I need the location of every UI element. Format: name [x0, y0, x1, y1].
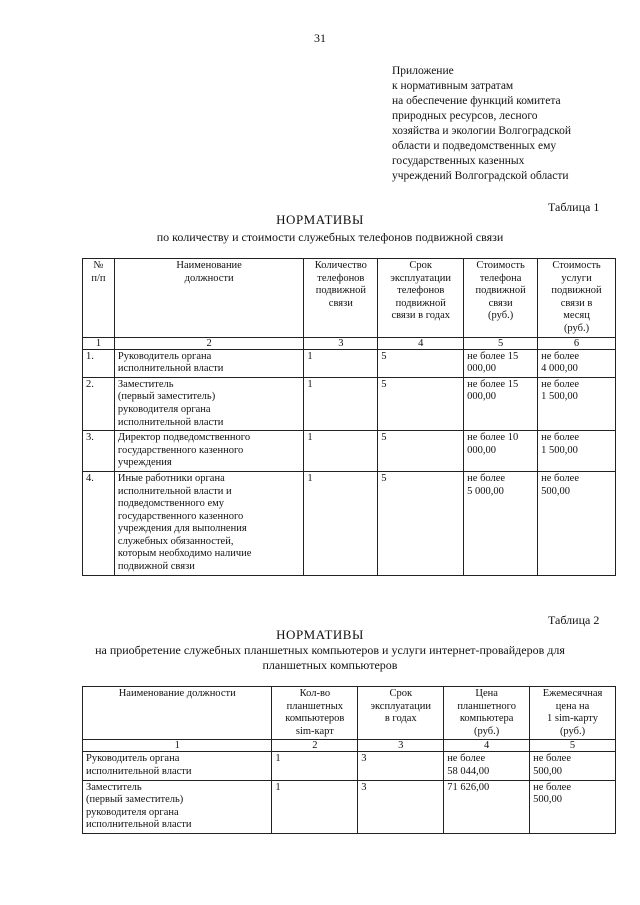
row-number: 3. — [83, 431, 115, 472]
column-numbers-row — [83, 337, 616, 349]
tablet-count-cell: 1 — [272, 752, 358, 780]
column-number: 1 — [83, 740, 272, 752]
table-row — [83, 431, 616, 472]
table1-title: НОРМАТИВЫ — [276, 212, 364, 227]
phone-cost-cell: не более 15 000,00 — [464, 349, 538, 377]
appendix-line: на обеспечение функций комитета — [392, 95, 561, 107]
col-header-number: № п/п — [83, 259, 115, 338]
monthly-cost-cell: не более 1 500,00 — [538, 431, 616, 472]
service-life-cell: 5 — [378, 471, 464, 575]
column-number: 2 — [114, 337, 303, 349]
tablet-count-cell: 1 — [272, 780, 358, 833]
table-row — [83, 752, 616, 780]
row-number: 2. — [83, 377, 115, 430]
service-life-cell: 5 — [378, 377, 464, 430]
tablets-norms-table — [82, 686, 616, 834]
appendix-note — [392, 64, 632, 184]
col-header-tablet-count: Кол-во планшетных компьютеров sim-карт — [272, 687, 358, 740]
column-number: 2 — [272, 740, 358, 752]
position-cell: Руководитель органа исполнительной власти — [83, 752, 272, 780]
phones-norms-table — [82, 258, 616, 576]
row-number: 4. — [83, 471, 115, 575]
table2-label: Таблица 2 — [548, 613, 600, 627]
appendix-line: хозяйства и экологии Волгоградской — [392, 125, 572, 137]
column-number: 4 — [378, 337, 464, 349]
col-header-tablet-price: Цена планшетного компьютера (руб.) — [444, 687, 530, 740]
column-number: 4 — [444, 740, 530, 752]
table-row — [83, 377, 616, 430]
col-header-phone-cost: Стоимость телефона подвижной связи (руб.) — [464, 259, 538, 338]
phone-cost-cell: не более 10 000,00 — [464, 431, 538, 472]
col-header-monthly-cost: Стоимость услуги подвижной связи в месяц (руб.) — [538, 259, 616, 338]
service-life-cell: 5 — [378, 349, 464, 377]
col-header-service-life: Срок эксплуатации телефонов подвижной связи в годах — [378, 259, 464, 338]
position-cell: Руководитель органа исполнительной власти — [114, 349, 303, 377]
col-header-sim-monthly-price: Ежемесячная цена на 1 sim-карту (руб.) — [530, 687, 616, 740]
appendix-line: области и подведомственных ему — [392, 140, 557, 152]
column-number: 5 — [464, 337, 538, 349]
appendix-line: учреждений Волгоградской области — [392, 170, 569, 182]
table-row — [83, 349, 616, 377]
column-numbers-row — [83, 740, 616, 752]
service-life-cell: 3 — [358, 780, 444, 833]
phone-count-cell: 1 — [304, 471, 378, 575]
column-number: 5 — [530, 740, 616, 752]
table-header-row — [83, 687, 616, 740]
service-life-cell: 3 — [358, 752, 444, 780]
phone-count-cell: 1 — [304, 377, 378, 430]
phone-cost-cell: не более 5 000,00 — [464, 471, 538, 575]
table-header-row — [83, 259, 616, 338]
appendix-line: государственных казенных — [392, 155, 525, 167]
phone-count-cell: 1 — [304, 431, 378, 472]
col-header-position: Наименование должности — [114, 259, 303, 338]
column-number: 3 — [358, 740, 444, 752]
tablet-price-cell: 71 626,00 — [444, 780, 530, 833]
tablet-price-cell: не более 58 044,00 — [444, 752, 530, 780]
monthly-cost-cell: не более 4 000,00 — [538, 349, 616, 377]
service-life-cell: 5 — [378, 431, 464, 472]
appendix-line: природных ресурсов, лесного — [392, 110, 538, 122]
sim-monthly-price-cell: не более 500,00 — [530, 780, 616, 833]
position-cell: Директор подведомственного государственного казенного учреждения — [114, 431, 303, 472]
monthly-cost-cell: не более 1 500,00 — [538, 377, 616, 430]
appendix-line: к нормативным затратам — [392, 80, 514, 92]
col-header-phone-count: Количество телефонов подвижной связи — [304, 259, 378, 338]
table2-subtitle: на приобретение служебных планшетных компьютеров и услуги интернет-провайдеров для планшетных компьютеров — [95, 643, 565, 672]
column-number: 1 — [83, 337, 115, 349]
col-header-position: Наименование должности — [83, 687, 272, 740]
table-row — [83, 780, 616, 833]
phone-cost-cell: не более 15 000,00 — [464, 377, 538, 430]
table1-label: Таблица 1 — [548, 200, 600, 214]
row-number: 1. — [83, 349, 115, 377]
monthly-cost-cell: не более 500,00 — [538, 471, 616, 575]
position-cell: Заместитель (первый заместитель) руководителя органа исполнительной власти — [83, 780, 272, 833]
page-number: 31 — [314, 31, 326, 45]
position-cell: Заместитель (первый заместитель) руководителя органа исполнительной власти — [114, 377, 303, 430]
sim-monthly-price-cell: не более 500,00 — [530, 752, 616, 780]
col-header-service-life: Срок эксплуатации в годах — [358, 687, 444, 740]
column-number: 3 — [304, 337, 378, 349]
phone-count-cell: 1 — [304, 349, 378, 377]
column-number: 6 — [538, 337, 616, 349]
position-cell: Иные работники органа исполнительной власти и подведомственного ему государственного казенного учреждения для выполнения служебных обязанностей, которым необходимо наличие подвижной связи — [114, 471, 303, 575]
appendix-line: Приложение — [392, 65, 454, 77]
table-row — [83, 471, 616, 575]
table1-subtitle: по количеству и стоимости служебных телефонов подвижной связи — [156, 230, 504, 244]
table2-title: НОРМАТИВЫ — [276, 627, 364, 642]
